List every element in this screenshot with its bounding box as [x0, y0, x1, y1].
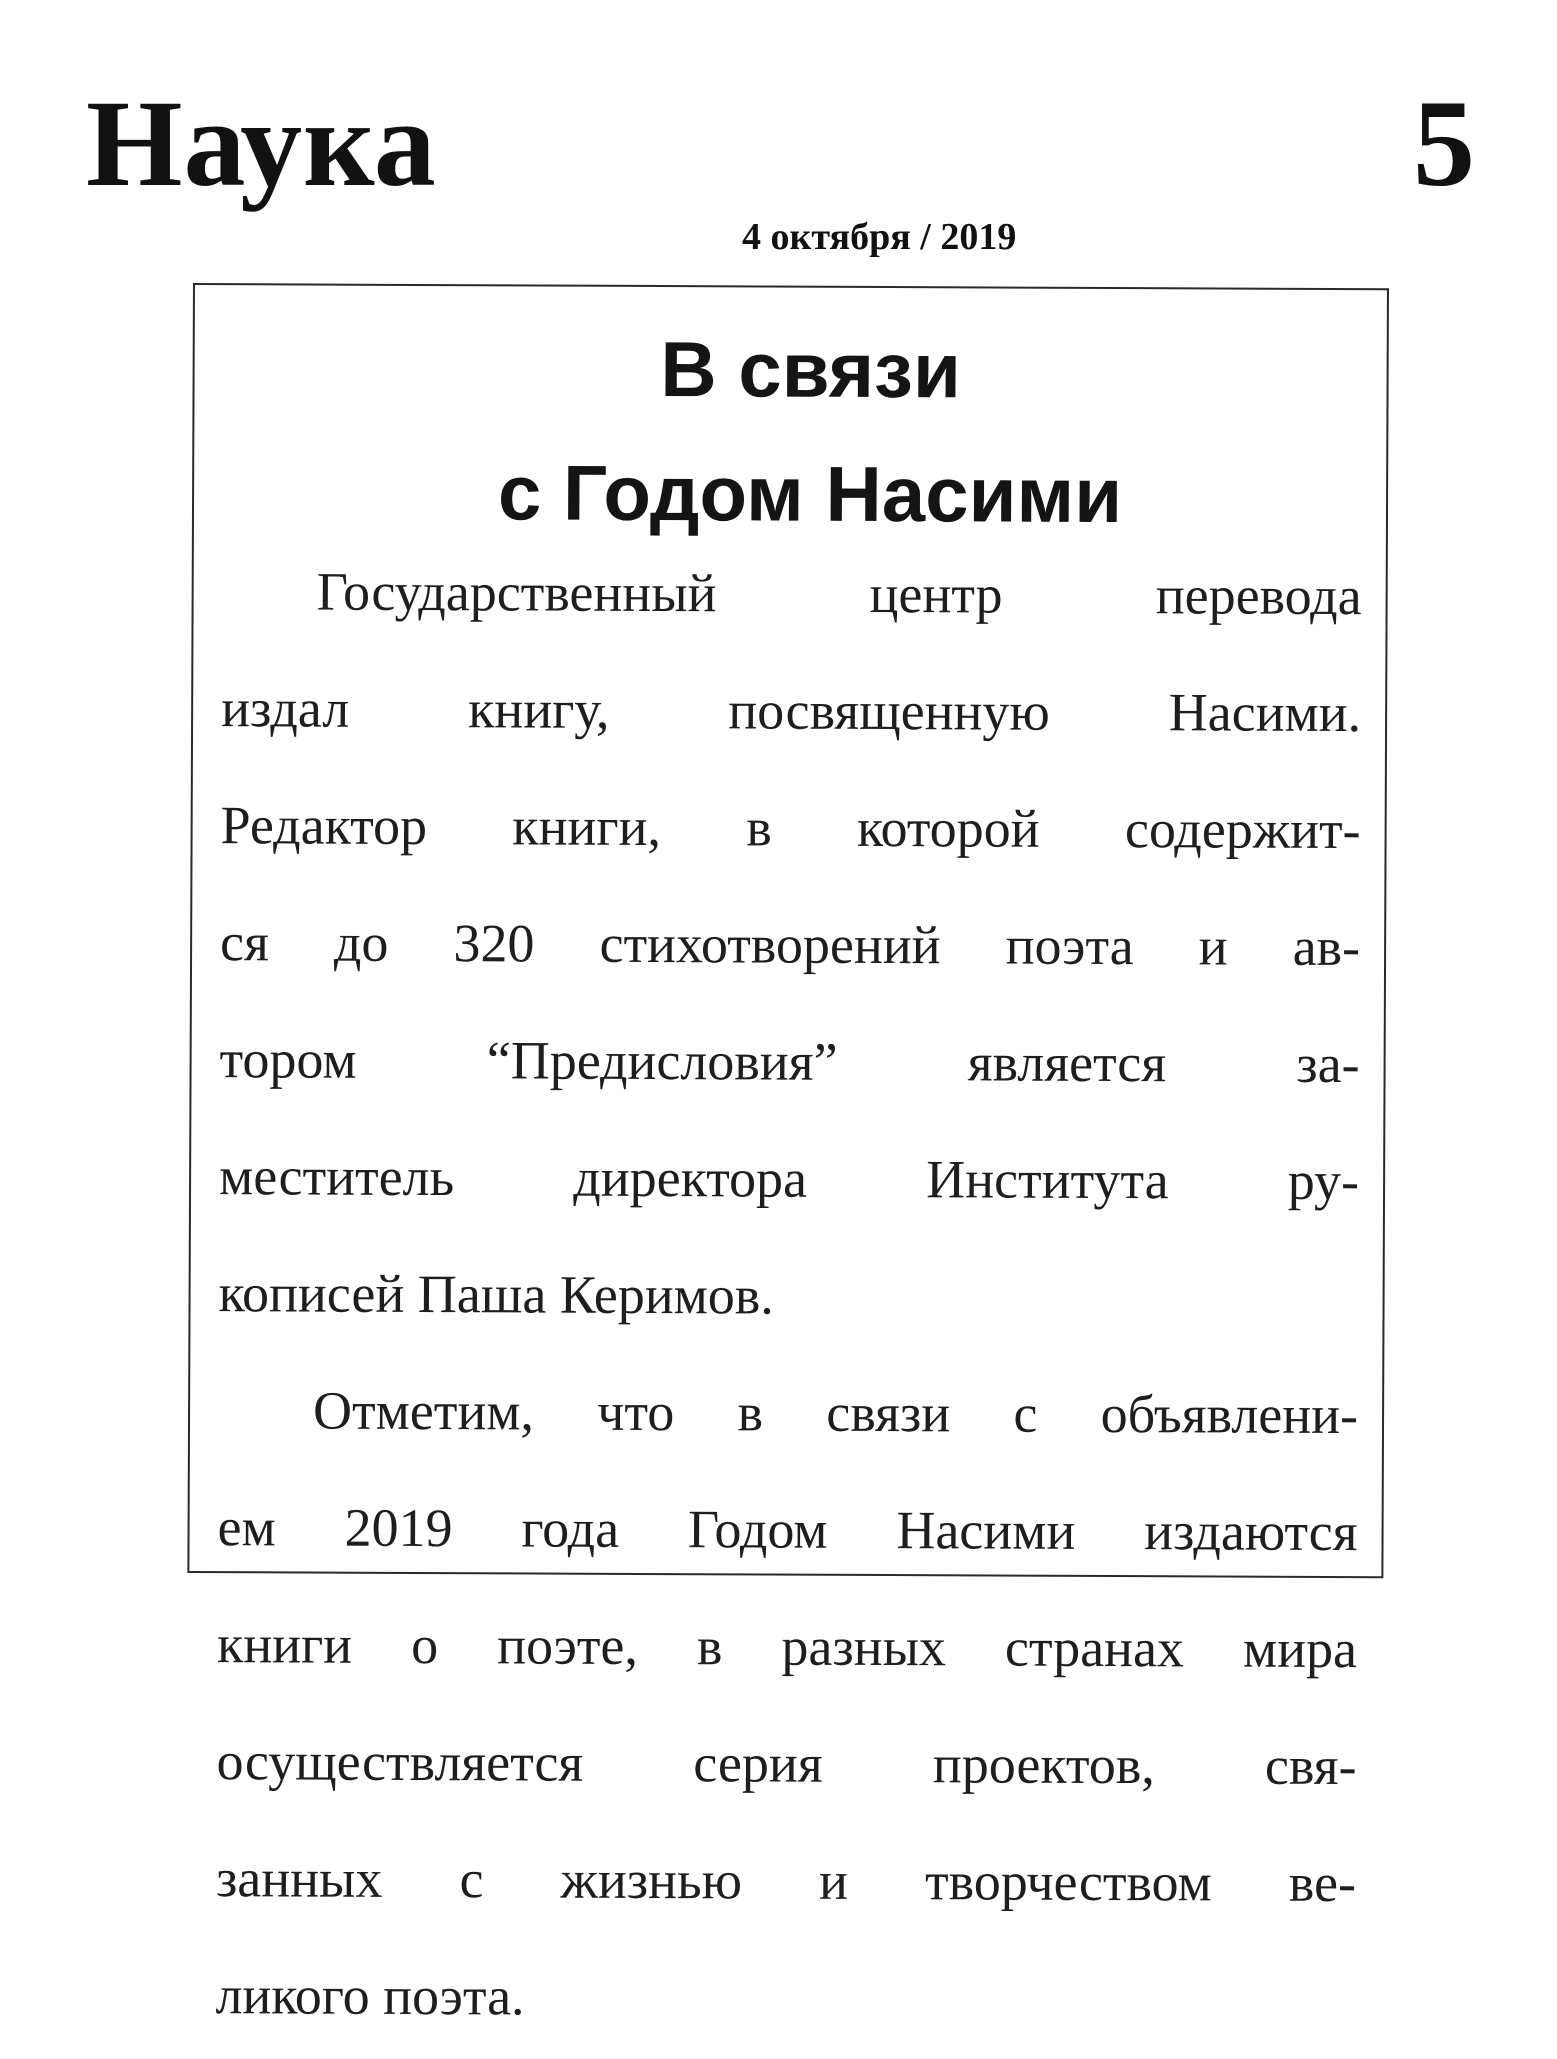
text-line: Редактор книги, в которой содержит- — [220, 795, 1361, 861]
text-line: меститель директора Института ру- — [218, 1146, 1360, 1212]
text-line: ся до 320 стихотворений поэта и ав- — [219, 912, 1361, 978]
headline-line-1: В связи — [660, 325, 962, 415]
text-line: Отметим, что в связи с объявлени- — [312, 1380, 1359, 1446]
article-body — [215, 533, 1362, 2059]
text-line: кописей Паша Керимов. — [218, 1263, 775, 1326]
text-line: ликого поэта. — [215, 1965, 525, 2027]
article-headline — [194, 305, 1387, 558]
section-title: Наука — [86, 75, 437, 212]
page-number: 5 — [1413, 75, 1475, 212]
paragraph-2 — [215, 1352, 1358, 2059]
text-line: тором “Предисловия” является за- — [219, 1029, 1360, 1095]
paragraph-1 — [218, 533, 1362, 1357]
text-line: издал книгу, посвященную Насими. — [221, 678, 1362, 744]
text-line: книги о поэте, в разных странах мира — [216, 1614, 1358, 1680]
text-line: Государственный центр перевода — [316, 561, 1362, 627]
headline-line-2: с Годом Насими — [497, 448, 1123, 540]
text-line: ем 2019 года Годом Насими издаются — [217, 1497, 1358, 1563]
article-clipping — [187, 283, 1389, 2027]
issue-date: 4 октября / 2019 — [742, 216, 1017, 258]
text-line: занных с жизнью и творчеством ве- — [215, 1848, 1357, 1914]
text-line: осуществляется серия проектов, свя- — [216, 1731, 1357, 1797]
